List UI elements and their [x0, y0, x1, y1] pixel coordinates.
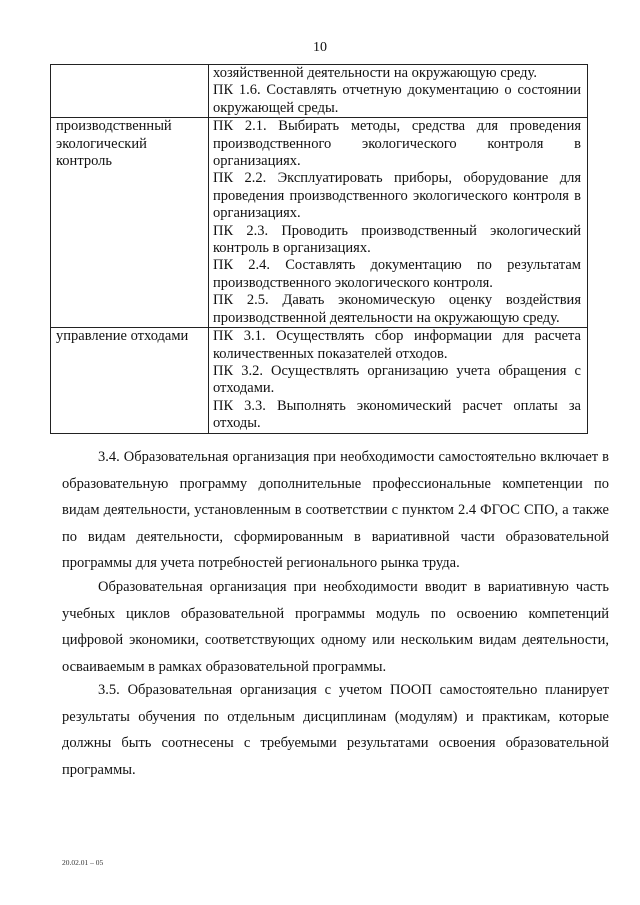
competency-item: ПК 2.4. Составлять документацию по результатам производственного экологического контроля.: [213, 257, 581, 291]
activity-area-cell: производственный экологический контроль: [51, 118, 209, 328]
table-row: [51, 328, 588, 433]
competency-item: ПК 2.5. Давать экономическую оценку воздействия производственной деятельности на окружающую среду.: [213, 292, 581, 326]
competencies-cell: [209, 328, 588, 433]
competency-item: ПК 3.1. Осуществлять сбор информации для расчета количественных показателей отходов.: [213, 328, 581, 362]
competency-item: ПК 3.3. Выполнять экономический расчет оплаты за отходы.: [213, 397, 581, 432]
activity-area-cell: [51, 65, 209, 118]
competencies-table: [50, 64, 588, 434]
competency-item: ПК 1.6. Составлять отчетную документацию о состоянии окружающей среды.: [213, 82, 581, 116]
table-row: [51, 65, 588, 118]
competency-item: ПК 2.1. Выбирать методы, средства для проведения производственного экологического контроля в организациях.: [213, 118, 581, 170]
footer-code: 20.02.01 – 05: [62, 858, 104, 867]
paragraph-3-5: 3.5. Образовательная организация с учетом ПООП самостоятельно планирует результаты обучения по отдельным дисциплинам (модулям) и практикам, которые должны быть соотнесены с требуемыми результатами освоения образовательной программы.: [62, 682, 609, 778]
table-row: [51, 118, 588, 328]
competencies-cell: [209, 118, 588, 328]
competency-item: хозяйственной деятельности на окружающую среду.: [213, 65, 537, 81]
paragraph-3-4: 3.4. Образовательная организация при необходимости самостоятельно включает в образовательную программу дополнительные профессиональные компетенции по видам деятельности, установленным в соответствии с пунктом 2.4 ФГОС СПО, а также по видам деятельности, сформированным в вариативной части образовательной программы для учета потребностей регионального рынка труда.: [62, 449, 609, 571]
page-number: 10: [313, 40, 327, 55]
competencies-cell: [209, 65, 588, 118]
competency-item: ПК 2.2. Эксплуатировать приборы, оборудование для проведения производственного экологического контроля в организациях.: [213, 170, 581, 222]
paragraph-digital-economy: Образовательная организация при необходимости вводит в вариативную часть учебных циклов образовательной программы модуль по освоению компетенций цифровой экономики, соответствующих одному или нескольким видам деятельности, осваиваемым в рамках образовательной программы.: [62, 579, 609, 675]
activity-area-cell: управление отходами: [51, 328, 209, 433]
competency-item: ПК 3.2. Осуществлять организацию учета обращения с отходами.: [213, 362, 581, 397]
competency-item: ПК 2.3. Проводить производственный экологический контроль в организациях.: [213, 222, 581, 257]
